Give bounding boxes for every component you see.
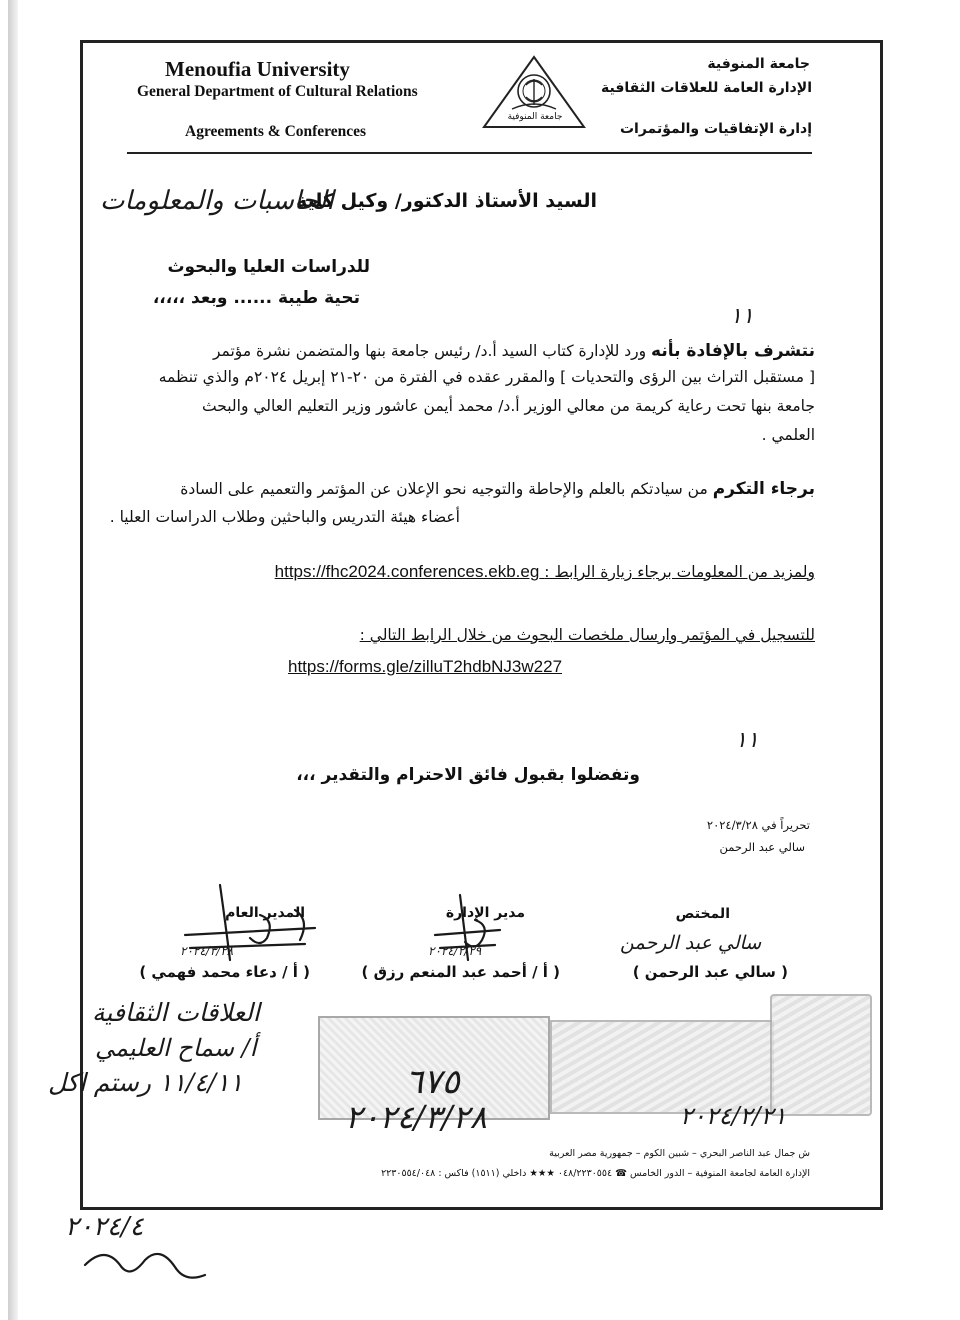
specialist-signature: سالي عبد الرحمن: [620, 932, 762, 954]
university-name-en: Menoufia University: [165, 57, 350, 81]
handwritten-note-line-2: أ/ سماح العليمي: [95, 1034, 257, 1062]
handwritten-note-line-1: العلاقات الثقافية: [92, 998, 260, 1027]
received-number: ٦٧٥: [405, 1062, 460, 1102]
register-text: للتسجيل في المؤتمر وارسال ملخصات البحوث من خلال الرابط التالي :: [359, 626, 815, 644]
stamp-date: ٢٠٢٤/٢/٢١: [680, 1102, 787, 1130]
paragraph-2-lead: برجاء التكرم: [712, 479, 815, 499]
general-director-date: ٢٠٢٤/٣/٢٨: [180, 944, 234, 958]
addressee-handwritten: الحاسبات والمعلومات: [100, 186, 334, 216]
bottom-handwritten-note: ٢٠٢٤/٤: [65, 1212, 144, 1242]
paragraph-2-line-1: [180, 479, 815, 499]
closing-line: وتفضلوا بقبول فائق الاحترام والتقدير ،،،: [296, 765, 640, 785]
specialist-title: المختص: [675, 906, 730, 922]
section-name-en: Agreements & Conferences: [185, 123, 367, 140]
department-name-ar: الإدارة العامة للعلاقات الثقافية: [601, 80, 812, 96]
more-info-link[interactable]: https://fhc2024.conferences.ekb.eg: [274, 562, 540, 581]
paragraph-1-lead: نتشرف بالإفادة بأنه: [651, 341, 815, 361]
bottom-scribble: [75, 1235, 225, 1299]
greeting: تحية طيبة ...... وبعد ،،،،،: [152, 288, 360, 308]
register-link[interactable]: https://forms.gle/zilluT2hdbNJ3w227: [288, 657, 563, 676]
specialist-name: ( سالي عبد الرحمن ): [632, 963, 788, 981]
received-date: ٢٠٢٤/٣/٢٨: [345, 1098, 487, 1136]
written-by: سالي عبد الرحمن: [719, 840, 805, 854]
addressee-line-1: السيد الأستاذ الدكتور/ وكيل كلية: [295, 190, 597, 212]
faculty-stamp: [550, 1020, 774, 1114]
paragraph-1-line-4: العلمي .: [761, 426, 815, 444]
handwritten-note-line-3: ١١/٤/١١ رستم اكل: [48, 1068, 243, 1097]
footer-contacts: الإدارة العامة لجامعة المنوفية – الدور الخامس ☎ ٠٤٨/٢٢٣٠٥٥٤ ★★★ داخلي (١٥١١) فاكس : ٢٢٣٠٥٥٤/٠٤٨: [381, 1168, 810, 1179]
general-director-title: المدير العام: [225, 905, 305, 921]
admin-director-date: ٢٠٢٤/٢/٢٩: [428, 944, 482, 958]
logo-caption: جامعة المنوفية: [507, 112, 563, 122]
section-name-ar: إدارة الإتفاقيات والمؤتمرات: [619, 121, 812, 137]
addressee-line-2: للدراسات العليا والبحوث: [167, 257, 370, 277]
paragraph-1-line-3: جامعة بنها تحت رعاية كريمة من معالي الوزير أ.د/ محمد أيمن عاشور وزير التعليم العالي والبحث: [202, 397, 815, 415]
paragraph-1-line-1: [213, 341, 815, 361]
paragraph-1-line-2: [ مستقبل التراث بين الرؤى والتحديات ] والمقرر عقده في الفترة من ٢٠-٢١ إبريل ٢٠٢٤م والذي تنظمه: [158, 368, 815, 386]
written-date: تحريراً في ٢٠٢٤/٣/٢٨: [706, 818, 810, 832]
footer-address: ش جمال عبد الناصر البحري – شبين الكوم – جمهورية مصر العربية: [549, 1148, 810, 1159]
admin-director-name: ( أ / أحمد عبد المنعم رزق ): [361, 963, 560, 981]
handwritten-mark-middle: ١١: [735, 728, 759, 753]
scan-edge-shadow: [8, 0, 18, 1320]
paragraph-1-text-1: ورد للإدارة كتاب السيد أ.د/ رئيس جامعة بنها والمتضمن نشرة مؤتمر: [212, 342, 647, 360]
university-name-ar: جامعة المنوفية: [707, 56, 810, 72]
paragraph-2-text-1: من سيادتكم بالعلم والإحاطة والتوجيه نحو الإعلان عن المؤتمر والتعميم على السادة: [180, 480, 708, 498]
paragraph-2-line-2: أعضاء هيئة التدريس والباحثين وطلاب الدراسات العليا .: [109, 508, 460, 526]
handwritten-mark-top: ١١: [730, 304, 754, 329]
header-divider: [127, 152, 812, 154]
more-info-line: [275, 562, 815, 582]
round-stamp: [770, 994, 872, 1116]
admin-director-signature: [420, 890, 510, 974]
general-director-name: ( أ / دعاء محمد فهمي ): [139, 963, 310, 981]
general-director-signature: [175, 880, 325, 974]
department-name-en: General Department of Cultural Relations: [137, 83, 418, 100]
admin-director-title: مدير الإدارة: [445, 905, 525, 921]
more-info-text: ولمزيد من المعلومات برجاء زيارة الرابط :: [544, 563, 815, 581]
